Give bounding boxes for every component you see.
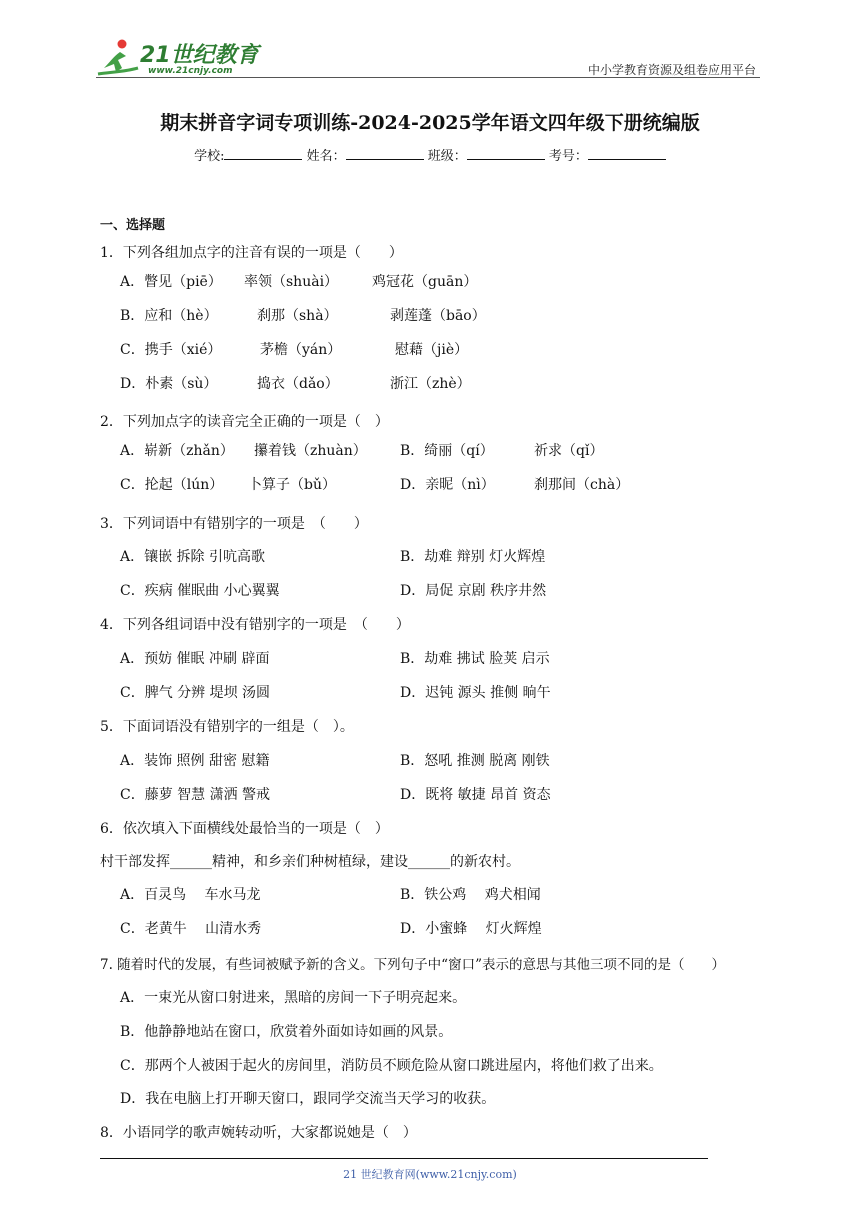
q4-option: B．劫难 拂试 脸荚 启示 <box>400 651 550 667</box>
name-blank <box>346 147 424 160</box>
student-info <box>0 145 860 164</box>
q1-option: 浙江（zhè） <box>390 376 471 392</box>
q5-option: D．既将 敏捷 昂首 资态 <box>400 787 551 803</box>
q1-option: B．应和（hè） <box>120 308 218 324</box>
q1-option: 率领（shuài） <box>244 274 339 290</box>
q5-option: B．怒吼 推测 脱离 刚铁 <box>400 753 550 769</box>
q7-option: B．他静静地站在窗口，欣赏着外面如诗如画的风景。 <box>120 1024 453 1040</box>
class-blank <box>467 147 545 160</box>
q1-option: 剥莲蓬（bāo） <box>390 308 486 324</box>
logo-url: www.21cnjy.com <box>148 66 233 76</box>
q7-option: A．一束光从窗口射进来，黑暗的房间一下子明亮起来。 <box>120 990 467 1006</box>
q2-option: 卜算子（bǔ） <box>248 477 336 493</box>
q2-option: 刹那间（chà） <box>534 477 630 493</box>
q2-option: 攥着钱（zhuàn） <box>254 443 367 459</box>
q4-option: A．预妨 催眠 冲刷 辟面 <box>120 651 270 667</box>
q5-option: A．装饰 照例 甜密 慰籍 <box>120 753 270 769</box>
q1-option: 茅檐（yán） <box>260 342 342 358</box>
q2-option: C．抡起（lún） <box>120 477 224 493</box>
question-8: 8．小语同学的歌声婉转动听，大家都说她是（ ） <box>100 1125 417 1141</box>
q1-option: D．朴素（sù） <box>120 376 218 392</box>
platform-name: 中小学教育资源及组卷应用平台 <box>587 63 756 77</box>
q3-option: B．劫难 辩别 灯火辉煌 <box>400 549 546 565</box>
q1-option: 刹那（shà） <box>257 308 338 324</box>
exam-no-label: 考号： <box>548 149 588 164</box>
q2-option: 祈求（qǐ） <box>534 443 604 459</box>
page-title: 期末拼音字词专项训练-2024-2025学年语文四年级下册统编版 <box>160 112 700 134</box>
question-5: 5．下面词语没有错别字的一组是（ ）。 <box>100 719 354 735</box>
logo-text: 21世纪教育 <box>140 43 259 68</box>
question-2: 2．下列加点字的读音完全正确的一项是（ ） <box>100 414 389 430</box>
q2-option: D．亲昵（nì） <box>400 477 495 493</box>
q4-option: C．脾气 分辨 堤坝 汤圆 <box>120 685 271 701</box>
q3-option: C．疾病 催眠曲 小心翼翼 <box>120 583 280 599</box>
q1-option: 鸡冠花（guān） <box>372 274 478 290</box>
q3-option: D．局促 京剧 秩序井然 <box>400 583 547 599</box>
q6-option: C．老黄牛 山清水秀 <box>120 921 262 937</box>
runner-icon <box>96 38 140 78</box>
question-3: 3．下列词语中有错别字的一项是 （ ） <box>100 516 368 532</box>
question-6: 6．依次填入下面横线处最恰当的一项是（ ） <box>100 821 389 837</box>
exam-no-blank <box>588 147 666 160</box>
q3-option: A．镶嵌 拆除 引吭高歌 <box>120 549 266 565</box>
footer-divider <box>100 1158 708 1159</box>
q7-option: C．那两个人被困于起火的房间里，消防员不顾危险从窗口跳进屋内，将他们救了出来。 <box>120 1058 663 1074</box>
school-blank <box>224 147 302 160</box>
q5-option: C．藤萝 智慧 潇洒 警戒 <box>120 787 271 803</box>
name-label: 姓名： <box>306 149 346 164</box>
q2-option: B．绮丽（qí） <box>400 443 494 459</box>
site-logo <box>96 36 261 80</box>
footer-link[interactable]: 21 世纪教育网(www.21cnjy.com) <box>343 1168 517 1181</box>
school-label: 学校: <box>194 149 225 164</box>
class-label: 班级： <box>427 149 467 164</box>
q1-option: 捣衣（dǎo） <box>257 376 339 392</box>
question-1: 1．下列各组加点字的注音有误的一项是（ ） <box>100 245 403 261</box>
q1-option: C．携手（xié） <box>120 342 222 358</box>
q1-option: 慰藉（jiè） <box>395 342 469 358</box>
section-heading: 一、选择题 <box>100 218 166 233</box>
q6-option: A．百灵鸟 车水马龙 <box>120 887 261 903</box>
q6-option: B．铁公鸡 鸡犬相闻 <box>400 887 541 903</box>
header-divider <box>96 77 760 78</box>
q2-option: A．崭新（zhǎn） <box>120 443 234 459</box>
q6-passage: 村干部发挥______精神，和乡亲们种树植绿，建设______的新农村。 <box>100 854 520 870</box>
q7-option: D．我在电脑上打开聊天窗口，跟同学交流当天学习的收获。 <box>120 1091 496 1107</box>
question-7: 7. 随着时代的发展，有些词被赋予新的含义。下列句子中“窗口”表示的意思与其他三项不同的是（ ） <box>100 957 725 973</box>
q1-option: A．瞥见（piē） <box>120 274 222 290</box>
q4-option: D．迟钝 源头 推侧 晌午 <box>400 685 551 701</box>
question-4: 4．下列各组词语中没有错别字的一项是 （ ） <box>100 617 410 633</box>
q6-option: D．小蜜蜂 灯火辉煌 <box>400 921 542 937</box>
